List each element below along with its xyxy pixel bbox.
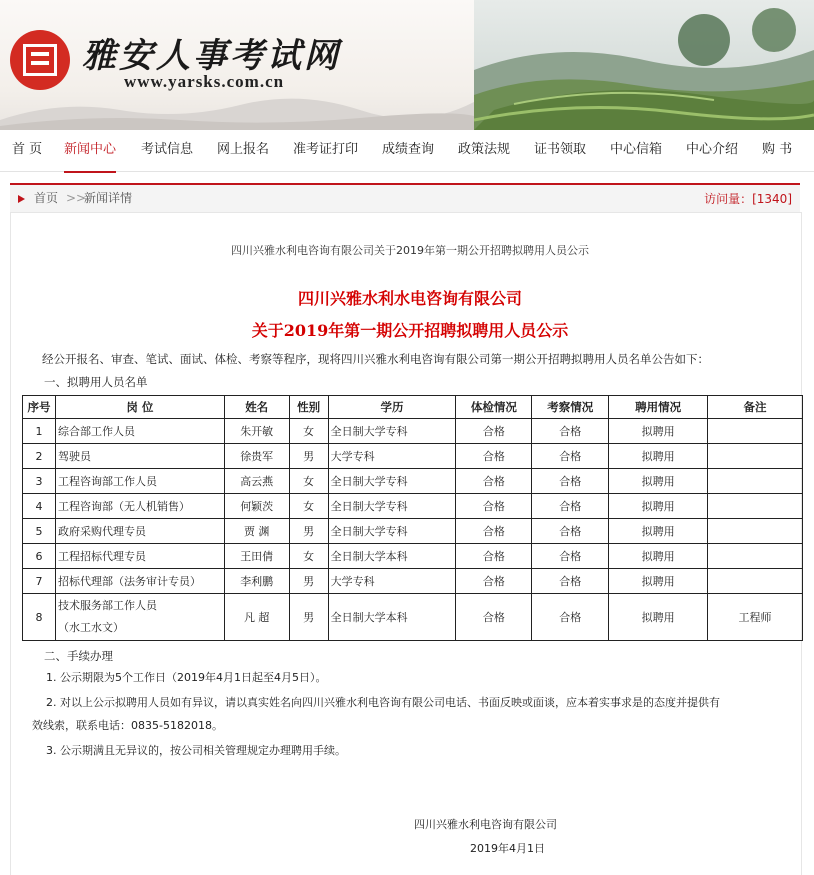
site-header <box>0 0 814 130</box>
cell: 2 <box>23 444 56 469</box>
staff-table <box>22 395 803 641</box>
nav-about[interactable]: 中心介绍 <box>686 142 739 157</box>
nav-admission-ticket[interactable]: 准考证打印 <box>293 142 359 157</box>
cell: 8 <box>23 594 56 641</box>
article-title: 四川兴雅水利电咨询有限公司关于2019年第一期公开招聘拟聘用人员公示 <box>231 244 589 257</box>
cell <box>708 419 803 444</box>
cell <box>708 494 803 519</box>
col-header: 序号 <box>23 396 56 419</box>
nav-policies[interactable]: 政策法规 <box>458 142 511 157</box>
cell: 王田倩 <box>224 544 289 569</box>
cell: 贾 渊 <box>224 519 289 544</box>
col-header: 体检情况 <box>456 396 532 419</box>
cell: 全日制大学专科 <box>328 469 456 494</box>
table-row <box>23 469 803 494</box>
cell: 全日制大学专科 <box>328 519 456 544</box>
cell: 拟聘用 <box>609 444 708 469</box>
cell: 拟聘用 <box>609 494 708 519</box>
document-heading-company: 四川兴雅水利水电咨询有限公司 <box>297 289 522 308</box>
cell: 合格 <box>532 569 609 594</box>
cell: 综合部工作人员 <box>55 419 224 444</box>
cell-post-multiline <box>55 594 224 641</box>
cell <box>708 569 803 594</box>
nav-home[interactable]: 首 页 <box>12 142 43 157</box>
cell <box>708 519 803 544</box>
section-heading-procedures: 二、手续办理 <box>44 649 113 663</box>
site-name: 雅安人事考试网 <box>82 36 341 76</box>
cell <box>708 544 803 569</box>
cell: 合格 <box>532 444 609 469</box>
cell: 工程咨询部工作人员 <box>55 469 224 494</box>
cell: 工程咨询部（无人机销售） <box>55 494 224 519</box>
col-header: 姓名 <box>224 396 289 419</box>
table-row <box>23 519 803 544</box>
cell: 大学专科 <box>328 444 456 469</box>
cell: 男 <box>289 569 328 594</box>
col-header: 聘用情况 <box>609 396 708 419</box>
site-logo-icon[interactable] <box>10 30 70 90</box>
nav-certificate[interactable]: 证书领取 <box>534 142 587 157</box>
table-row <box>23 444 803 469</box>
intro-paragraph: 经公开报名、审查、笔试、面试、体检、考察等程序，现将四川兴雅水利电咨询有限公司第一期公开招聘拟聘用人员名单公告如下： <box>42 352 709 366</box>
table-row <box>23 594 803 641</box>
cell: 合格 <box>456 419 532 444</box>
nav-score-query[interactable]: 成绩查询 <box>382 142 435 157</box>
col-header: 岗 位 <box>55 396 224 419</box>
breadcrumb-home-link[interactable]: 首页 <box>34 191 59 205</box>
table-row <box>23 419 803 444</box>
cell: 政府采购代理专员 <box>55 519 224 544</box>
cell: 招标代理部（法务审计专员） <box>55 569 224 594</box>
cell: 合格 <box>532 594 609 641</box>
cell: 合格 <box>532 494 609 519</box>
nav-buy-books[interactable]: 购 书 <box>762 142 793 157</box>
post-line-1: 技术服务部工作人员 <box>57 599 157 612</box>
section-heading-list: 一、拟聘用人员名单 <box>44 375 148 389</box>
visit-count: 访问量：[1340] <box>704 192 792 206</box>
cell: 女 <box>289 494 328 519</box>
site-url: www.yarsks.com.cn <box>124 72 285 91</box>
table-row <box>23 494 803 519</box>
cell: 合格 <box>532 469 609 494</box>
procedure-item-3: 3. 公示期满且无异议的，按公司相关管理规定办理聘用手续。 <box>46 744 346 757</box>
cell: 合格 <box>456 594 532 641</box>
cell: 全日制大学专科 <box>328 419 456 444</box>
breadcrumb-arrow-icon <box>18 195 25 203</box>
cell: 7 <box>23 569 56 594</box>
cell: 全日制大学专科 <box>328 494 456 519</box>
cell: 合格 <box>456 519 532 544</box>
cell: 拟聘用 <box>609 594 708 641</box>
cell: 工程招标代理专员 <box>55 544 224 569</box>
cell: 全日制大学本科 <box>328 544 456 569</box>
cell: 4 <box>23 494 56 519</box>
cell: 合格 <box>456 569 532 594</box>
breadcrumb-current[interactable]: 新闻详情 <box>84 191 133 205</box>
cell: 拟聘用 <box>609 519 708 544</box>
procedure-item-1: 1. 公示期限为5个工作日（2019年4月1日起至4月5日）。 <box>46 671 327 684</box>
cell: 全日制大学本科 <box>328 594 456 641</box>
cell: 拟聘用 <box>609 544 708 569</box>
cell: 合格 <box>532 519 609 544</box>
cell: 驾驶员 <box>55 444 224 469</box>
cell: 大学专科 <box>328 569 456 594</box>
cell: 高云燕 <box>224 469 289 494</box>
nav-online-registration[interactable]: 网上报名 <box>217 142 270 157</box>
cell: 合格 <box>456 494 532 519</box>
cell: 李利鹏 <box>224 569 289 594</box>
cell: 1 <box>23 419 56 444</box>
cell: 工程师 <box>708 594 803 641</box>
breadcrumb <box>10 183 800 213</box>
cell: 6 <box>23 544 56 569</box>
signature-org: 四川兴雅水利电咨询有限公司 <box>414 818 557 831</box>
nav-mailbox[interactable]: 中心信箱 <box>610 142 663 157</box>
col-header: 备注 <box>708 396 803 419</box>
cell <box>708 469 803 494</box>
nav-news-center[interactable]: 新闻中心 <box>64 131 116 173</box>
table-row <box>23 569 803 594</box>
cell: 凡 超 <box>224 594 289 641</box>
col-header: 考察情况 <box>532 396 609 419</box>
cell: 合格 <box>456 444 532 469</box>
document-heading-notice: 关于2019年第一期公开招聘拟聘用人员公示 <box>251 321 569 340</box>
cell: 朱开敏 <box>224 419 289 444</box>
cell <box>708 444 803 469</box>
table-row <box>23 544 803 569</box>
post-line-2: （水工水文） <box>57 621 124 634</box>
cell: 3 <box>23 469 56 494</box>
cell: 拟聘用 <box>609 419 708 444</box>
cell: 拟聘用 <box>609 569 708 594</box>
cell: 徐贵军 <box>224 444 289 469</box>
signature-date: 2019年4月1日 <box>470 842 545 855</box>
cell: 合格 <box>532 544 609 569</box>
cell: 合格 <box>532 419 609 444</box>
procedure-item-2: 2. 对以上公示拟聘用人员如有异议，请以真实姓名向四川兴雅水利电咨询有限公司电话、书面反映或面谈，应本着实事求是的态度并提供有 <box>46 696 720 709</box>
table-header-row <box>23 396 803 419</box>
cell: 女 <box>289 419 328 444</box>
cell: 男 <box>289 519 328 544</box>
tea-garden-photo <box>474 0 814 130</box>
cell: 拟聘用 <box>609 469 708 494</box>
cell: 合格 <box>456 469 532 494</box>
col-header: 性别 <box>289 396 328 419</box>
col-header: 学历 <box>328 396 456 419</box>
cell: 男 <box>289 594 328 641</box>
cell: 5 <box>23 519 56 544</box>
cell: 女 <box>289 544 328 569</box>
cell: 男 <box>289 444 328 469</box>
cell: 何颖茨 <box>224 494 289 519</box>
cell: 女 <box>289 469 328 494</box>
breadcrumb-separator: >> <box>66 191 87 205</box>
procedure-item-2-cont: 效线索，联系电话：0835-5182018。 <box>32 719 223 732</box>
main-nav <box>0 131 814 172</box>
cell: 合格 <box>456 544 532 569</box>
nav-exam-info[interactable]: 考试信息 <box>141 142 194 157</box>
